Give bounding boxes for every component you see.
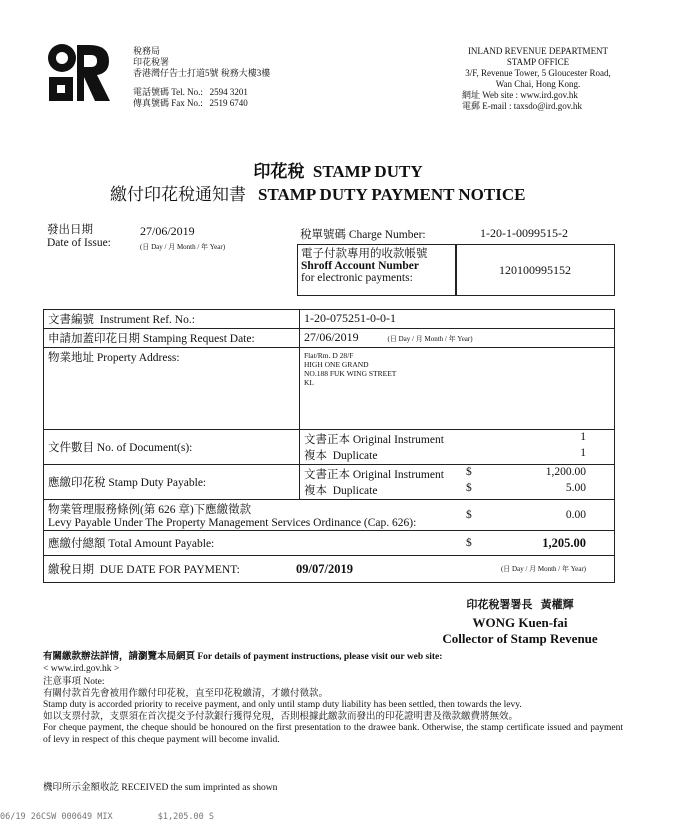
subtitle-zh: 繳付印花稅通知書 (110, 185, 246, 204)
note-label: 注意事項 Note: (43, 677, 105, 687)
table-row (44, 329, 615, 348)
issue-date-format: (日 Day / 月 Month / 年 Year) (140, 243, 226, 251)
docs-duplicate-label: 複本 Duplicate (304, 450, 378, 462)
shroff-account-box (455, 244, 615, 296)
charge-number: 1-20-1-0099515-2 (480, 226, 568, 240)
notes (43, 652, 623, 746)
header-line: 3/F, Revenue Tower, 5 Gloucester Road, (465, 68, 611, 78)
subtitle-en: STAMP DUTY PAYMENT NOTICE (258, 185, 526, 204)
page-subtitle (110, 180, 525, 205)
machine-imprint (0, 812, 214, 822)
docs-original-label: 文書正本 Original Instrument (304, 434, 444, 446)
header-line: 稅務局 (133, 46, 161, 56)
docs-original-count: 1 (580, 431, 586, 443)
payable-duplicate-amount: 5.00 (565, 482, 586, 494)
shroff-account-number: 120100995152 (499, 262, 571, 277)
table-row (44, 500, 615, 531)
stamping-format: (日 Day / 月 Month / 年 Year) (387, 335, 473, 343)
shroff-label-zh: 電子付款專用的收款帳號 (301, 248, 428, 260)
instrument-label: 文書編號 Instrument Ref. No.: (44, 310, 300, 329)
note1-en: Stamp duty is accorded priority to receive payment, and only until stamp duty liability has been settled, then towards the levy. (43, 700, 522, 710)
instrument-value: 1-20-075251-0-0-1 (300, 310, 615, 329)
issue-label-en: Date of Issue: (47, 237, 111, 249)
total-amount: 1,205.00 (542, 535, 586, 550)
header-fax: 傳真號碼 Fax No.: 2519 6740 (133, 98, 248, 108)
received-note: 機印所示金額收訖 RECEIVED the sum imprinted as shown (43, 783, 278, 793)
collector-title-zh: 印花稅署署長 黃權輝 (466, 599, 574, 611)
payable-label: 應繳印花稅 Stamp Duty Payable: (44, 465, 300, 500)
signature-block (420, 596, 620, 647)
shroff-label-sub: for electronic payments: (301, 272, 413, 284)
header-address-zh (133, 46, 270, 109)
payable-original-amount: 1,200.00 (545, 466, 586, 478)
levy-label (48, 501, 466, 529)
table-row (44, 465, 615, 500)
header-tel: 電話號碼 Tel. No.: 2594 3201 (133, 87, 248, 97)
currency-symbol: $ (466, 537, 472, 549)
currency-symbol: $ (466, 482, 472, 494)
address-line: Flat/Rm. D 28/F (304, 351, 354, 360)
note2-en: For cheque payment, the cheque should be honoured on the first presentation to the drawee bank. Otherwise, the stamp certificate issued and payment of levy in respect of this cheque payment will become invalid. (43, 723, 623, 745)
currency-symbol: $ (466, 509, 472, 521)
header-line: Wan Chai, Hong Kong. (495, 79, 581, 89)
stamping-label: 申請加蓋印花日期 Stamping Request Date: (44, 329, 300, 348)
docs-duplicate-count: 1 (580, 447, 586, 459)
issue-label (47, 224, 111, 250)
shroff-label-en: Shroff Account Number (301, 260, 419, 272)
header-line: STAMP OFFICE (506, 57, 570, 67)
address-line: HIGH ONE GRAND (304, 360, 369, 369)
collector-title-en: Collector of Stamp Revenue (442, 631, 598, 646)
ird-logo (47, 43, 111, 103)
payment-table (43, 309, 615, 583)
imprint-code: 06/19 26CSW 000649 MIX (0, 812, 113, 822)
property-label: 物業地址 Property Address: (44, 348, 300, 430)
header-web[interactable]: 網址 Web site : www.ird.gov.hk (462, 90, 578, 100)
header-line: 香港灣仔告士打道5號 稅務大樓3樓 (133, 68, 271, 78)
levy-amount: 0.00 (565, 509, 586, 521)
shroff-label-box (297, 244, 457, 296)
table-row (44, 531, 615, 556)
total-label: 應繳付總額 Total Amount Payable: (48, 538, 215, 550)
address-line: NO.188 FUK WING STREET (304, 369, 397, 378)
web-link[interactable]: < www.ird.gov.hk > (43, 663, 120, 674)
table-row (44, 430, 615, 465)
payable-duplicate-label: 複本 Duplicate (304, 485, 378, 497)
levy-label-en: Levy Payable Under The Property Management Services Ordinance (Cap. 626): (48, 517, 417, 529)
levy-label-zh: 物業管理服務條例(第 626 章)下應繳徵款 (48, 504, 252, 516)
issue-label-zh: 發出日期 (47, 224, 93, 236)
docs-label: 文件數目 No. of Document(s): (44, 430, 300, 465)
due-date-format: (日 Day / 月 Month / 年 Year) (500, 565, 586, 573)
table-row (44, 348, 615, 430)
address-line: KL (304, 378, 314, 387)
note2-zh: 如以支票付款，支票須在首次提交予付款銀行獲得兌現，否則根據此繳款而發出的印花證明書及徵款繳費將無效。 (43, 711, 519, 722)
table-row (44, 556, 615, 583)
due-date: 09/07/2019 (296, 561, 353, 576)
header-line: INLAND REVENUE DEPARTMENT (467, 46, 609, 56)
page-title: 印花稅 STAMP DUTY (253, 162, 423, 181)
due-label: 繳稅日期 DUE DATE FOR PAYMENT: (48, 564, 240, 576)
payment-details: 有關繳款辦法詳情，請瀏覽本局網頁 For details of payment instructions, please visit our web site: (43, 652, 443, 662)
currency-symbol: $ (466, 466, 472, 478)
collector-name: WONG Kuen-fai (472, 615, 568, 630)
header-address-en (440, 46, 636, 112)
payable-original-label: 文書正本 Original Instrument (304, 469, 444, 481)
property-address (304, 351, 610, 387)
imprint-amount: $1,205.00 S (157, 812, 215, 822)
issue-date: 27/06/2019 (140, 224, 195, 238)
header-line: 印花稅署 (133, 57, 170, 67)
charge-label: 稅單號碼 Charge Number: (300, 229, 426, 241)
table-row (44, 310, 615, 329)
stamping-value: 27/06/2019 (304, 330, 359, 344)
header-email[interactable]: 電郵 E-mail : taxsdo@ird.gov.hk (462, 101, 582, 111)
note1-zh: 有關付款首先會被用作繳付印花稅，直至印花稅繳清，才繳付徵款。 (43, 688, 329, 699)
